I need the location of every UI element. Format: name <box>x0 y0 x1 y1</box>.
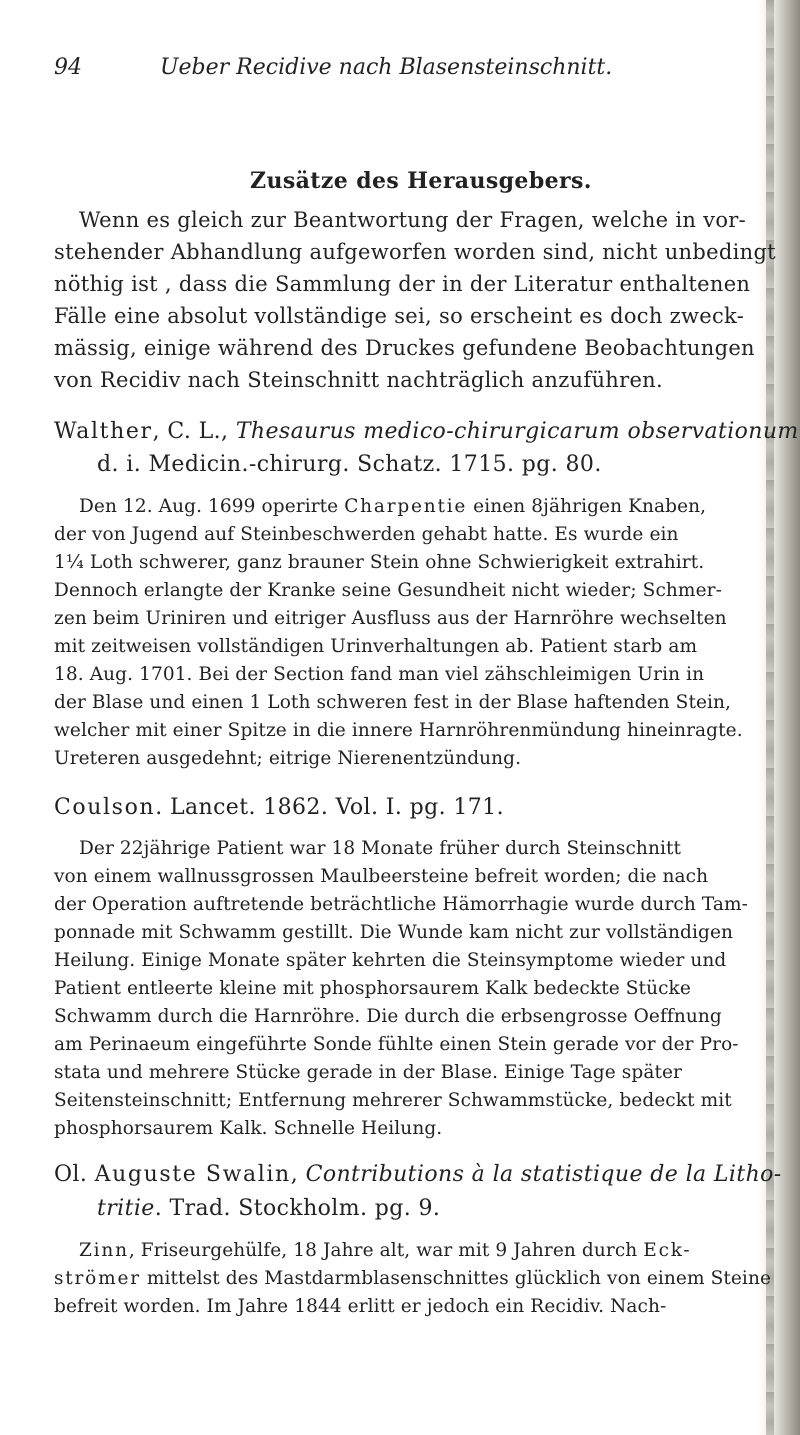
case-line: Ureteren ausgedehnt; eitrige Nierenentzündung. <box>54 748 522 769</box>
case-text: einen 8jährigen Knaben, <box>467 496 707 517</box>
reference-initials: , C. L., <box>152 419 236 444</box>
intro-line: stehender Abhandlung aufgeworfen worden sind, nicht unbedingt <box>54 240 776 264</box>
case-line: phosphorsaurem Kalk. Schnelle Heilung. <box>54 1118 443 1139</box>
section-title: Zusätze des Herausgebers. <box>250 168 592 194</box>
case-line: der von Jugend auf Steinbeschwerden gehabt hatte. Es wurde ein <box>54 524 679 545</box>
case-line <box>79 1240 691 1261</box>
case-line <box>54 1268 771 1289</box>
case-line: Der 22jährige Patient war 18 Monate früher durch Steinschnitt <box>79 838 682 859</box>
case-line: Dennoch erlangte der Kranke seine Gesundheit nicht wieder; Schmer- <box>54 580 722 601</box>
binding-shadow <box>766 0 774 1435</box>
reference-detail-line <box>97 1196 440 1221</box>
case-line: stata und mehrere Stücke gerade in der Blase. Einige Tage später <box>54 1062 682 1083</box>
case-line: am Perinaeum eingeführte Sonde fühlte einen Stein gerade vor der Pro- <box>54 1034 739 1055</box>
intro-line: nöthig ist , dass die Sammlung der in der Literatur enthaltenen <box>54 272 751 296</box>
case-line: der Operation auftretende beträchtliche Hämorrhagie wurde durch Tam- <box>54 894 748 915</box>
case-line: 1¼ Loth schwerer, ganz brauner Stein ohne Schwierigkeit extrahirt. <box>54 552 705 573</box>
reference-separator: , <box>290 1162 306 1187</box>
case-line: der Blase und einen 1 Loth schweren fest in der Blase haftenden Stein, <box>54 692 732 713</box>
case-name: Eck- <box>643 1240 692 1261</box>
case-name: Zinn <box>79 1240 129 1261</box>
case-line <box>79 496 706 517</box>
page-number: 94 <box>54 55 82 80</box>
case-name: strömer <box>54 1268 141 1289</box>
case-line: welcher mit einer Spitze in die innere Harnröhrenmündung hineinragte. <box>54 720 743 741</box>
reference-detail: . Lancet. 1862. Vol. I. pg. 171. <box>155 795 504 820</box>
case-line: mit zeitweisen vollständigen Urinverhaltungen ab. Patient starb am <box>54 636 698 657</box>
intro-line: mässig, einige während des Druckes gefundene Beobachtungen <box>54 336 755 360</box>
case-line: zen beim Uriniren und eitriger Ausfluss aus der Harnröhre wechselten <box>54 608 727 629</box>
case-text: mittelst des Mastdarmblasenschnittes glücklich von einem Steine <box>140 1268 772 1289</box>
intro-line: Wenn es gleich zur Beantwortung der Fragen, welche in vor- <box>79 208 747 232</box>
reference-author: Walther <box>54 419 153 444</box>
case-line: Schwamm durch die Harnröhre. Die durch die erbsengrosse Oeffnung <box>54 1006 722 1027</box>
case-line: 18. Aug. 1701. Bei der Section fand man viel zähschleimigen Urin in <box>54 664 705 685</box>
reference-detail: . Trad. Stockholm. pg. 9. <box>154 1196 441 1221</box>
reference-coulson <box>54 795 504 820</box>
intro-line: von Recidiv nach Steinschnitt nachträglich anzuführen. <box>54 368 663 392</box>
case-line: Seitensteinschnitt; Entfernung mehrerer Schwammstücke, bedeckt mit <box>54 1090 732 1111</box>
reference-title: Thesaurus medico-chirurgicarum observationum <box>235 419 799 444</box>
case-line: von einem wallnussgrossen Maulbeersteine befreit worden; die nach <box>54 866 709 887</box>
reference-author: Coulson <box>54 795 156 820</box>
book-binding-edge <box>758 0 800 1435</box>
reference-title-cont: tritie <box>97 1196 155 1221</box>
case-text: Den 12. Aug. 1699 operirte <box>79 496 345 517</box>
case-name: Charpentie <box>344 496 468 517</box>
case-line: Heilung. Einige Monate später kehrten die Steinsymptome wieder und <box>54 950 727 971</box>
reference-swalin <box>54 1162 782 1187</box>
case-text: , Friseurgehülfe, 18 Jahre alt, war mit 9 Jahren durch <box>128 1240 644 1261</box>
case-line: befreit worden. Im Jahre 1844 erlitt er jedoch ein Recidiv. Nach- <box>54 1296 667 1317</box>
reference-title: Contributions à la statistique de la Litho- <box>305 1162 782 1187</box>
running-title: Ueber Recidive nach Blasensteinschnitt. <box>160 55 613 80</box>
case-line: ponnade mit Schwamm gestillt. Die Wunde kam nicht zur vollständigen <box>54 922 734 943</box>
reference-author: Auguste Swalin <box>94 1162 291 1187</box>
reference-walther <box>54 419 799 444</box>
case-line: Patient entleerte kleine mit phosphorsaurem Kalk bedeckte Stücke <box>54 978 691 999</box>
reference-prefix: Ol. <box>54 1162 95 1187</box>
intro-line: Fälle eine absolut vollständige sei, so erscheint es doch zweck- <box>54 304 745 328</box>
reference-detail: d. i. Medicin.-chirurg. Schatz. 1715. pg. 80. <box>97 452 602 477</box>
